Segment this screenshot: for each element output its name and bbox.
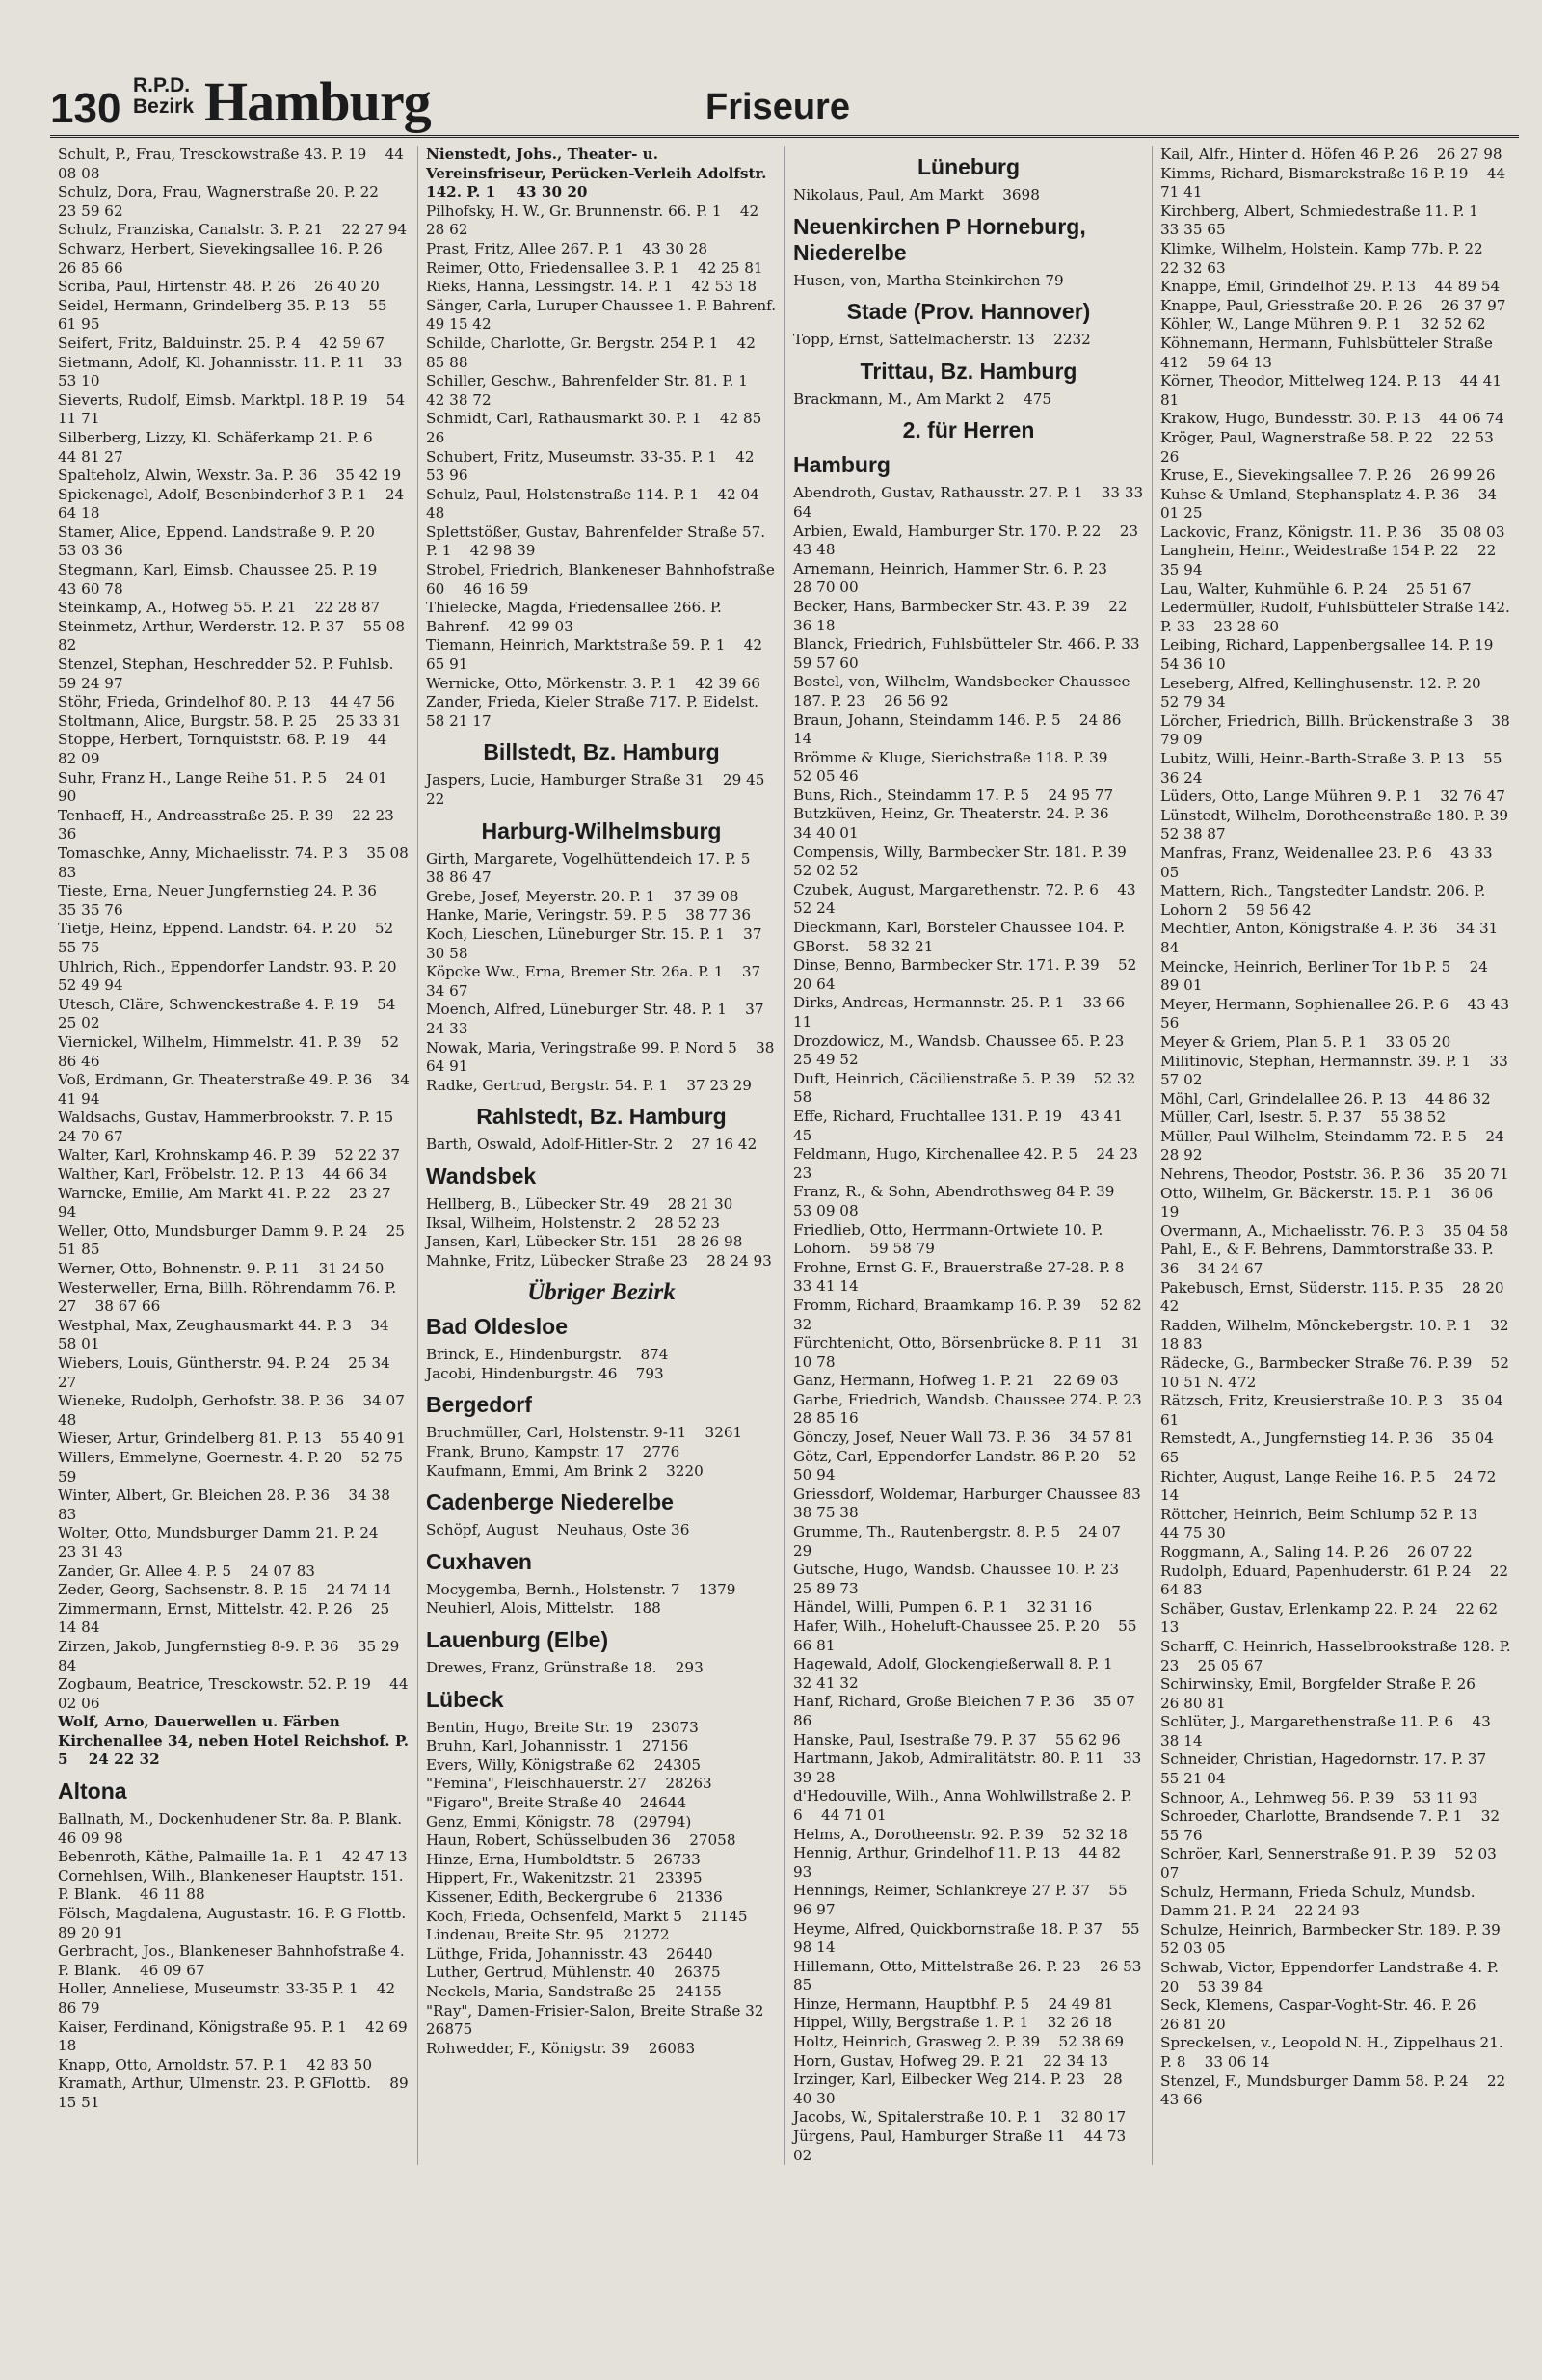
listing-entry: Holler, Anneliese, Museumstr. 33-35 P. 1 42 86 79 xyxy=(58,1980,400,2017)
listing-entry: Horn, Gustav, Hofweg 29. P. 21 22 34 13 xyxy=(793,2051,1108,2070)
listing-entry: Gerbracht, Jos., Blankeneser Bahnhofstraße 4. P. Blank. 46 09 67 xyxy=(58,1942,410,1979)
listing-entry: Meincke, Heinrich, Berliner Tor 1b P. 5 24 89 01 xyxy=(1160,957,1493,995)
listing-entry: Moench, Alfred, Lüneburger Str. 48. P. 1 37 24 33 xyxy=(426,1001,769,1037)
listing-entry: Dinse, Benno, Barmbecker Str. 171. P. 39 52 20 64 xyxy=(793,956,1142,993)
listing-entry: Schubert, Fritz, Museumstr. 33-35. P. 1 42 53 96 xyxy=(426,447,759,485)
place-heading: Cuxhaven xyxy=(426,1548,532,1574)
listing-entry: Utesch, Cläre, Schwenckestraße 4. P. 19 54 25 02 xyxy=(58,995,401,1032)
listing-entry: Schulz, Dora, Frau, Wagnerstraße 20. P. 22 23 59 62 xyxy=(58,183,398,220)
listing-entry: Splettstößer, Gustav, Bahrenfelder Straße 57. P. 1 42 98 39 xyxy=(426,522,770,560)
listing-entry: Girth, Margarete, Vogelhüttendeich 17. P. 5 38 86 47 xyxy=(426,849,769,887)
listing-entry: Jaspers, Lucie, Hamburger Straße 31 29 45 22 xyxy=(426,771,770,808)
listing-entry: Stegmann, Karl, Eimsb. Chaussee 25. P. 19 43 60 78 xyxy=(58,561,396,598)
listing-entry: Wolter, Otto, Mundsburger Damm 21. P. 24 23 31 43 xyxy=(58,1524,397,1561)
listing-column-2 xyxy=(417,146,795,2165)
listing-entry: Schilde, Charlotte, Gr. Bergstr. 254 P. 1 42 85 88 xyxy=(426,334,760,371)
listing-column-4 xyxy=(1152,146,1528,2165)
listing-entry: Schulz, Hermann, Frieda Schulz, Mundsb. Damm 21. P. 24 22 24 93 xyxy=(1160,1883,1480,1920)
listing-entry: Hinze, Hermann, Hauptbhf. P. 5 24 49 81 xyxy=(793,1994,1114,2013)
listing-columns xyxy=(50,146,1529,2165)
listing-entry: Cornehlsen, Wilh., Blankeneser Hauptstr. 151. P. Blank. 46 11 88 xyxy=(58,1866,409,1904)
listing-entry: Pakebusch, Ernst, Süderstr. 115. P. 35 28 20 42 xyxy=(1160,1278,1509,1316)
listing-entry: Radke, Gertrud, Bergstr. 54. P. 1 37 23 29 xyxy=(426,1076,752,1094)
listing-entry: Topp, Ernst, Sattelmacherstr. 13 2232 xyxy=(793,331,1091,349)
rpd-line-2: Bezirk xyxy=(133,95,195,118)
listing-entry: Bostel, von, Wilhelm, Wandsbecker Chaussee 187. P. 23 26 56 92 xyxy=(793,673,1135,709)
listing-entry: Tomaschke, Anny, Michaelisstr. 74. P. 3 35 08 83 xyxy=(58,843,413,881)
listing-entry: Feldmann, Hugo, Kirchenallee 42. P. 5 24 23 23 xyxy=(793,1145,1143,1182)
listing-entry: Meyer & Griem, Plan 5. P. 1 33 05 20 xyxy=(1160,1032,1451,1051)
listing-entry: Roggmann, A., Saling 14. P. 26 26 07 22 xyxy=(1160,1542,1473,1561)
place-heading: Trittau, Bz. Hamburg xyxy=(860,358,1077,384)
listing-entry: Uhlrich, Rich., Eppendorfer Landstr. 93. P. 20 52 49 94 xyxy=(58,957,415,995)
listing-entry: Radden, Wilhelm, Mönckebergstr. 10. P. 1 32 18 83 xyxy=(1160,1316,1514,1353)
listing-entry: Hanf, Richard, Große Bleichen 7 P. 36 35 07 86 xyxy=(793,1693,1140,1729)
listing-entry: Frank, Bruno, Kampstr. 17 2776 xyxy=(426,1443,680,1461)
listing-entry: Stenzel, F., Mundsburger Damm 58. P. 24 22 43 66 xyxy=(1160,2072,1511,2109)
listing-entry: Schulz, Paul, Holstenstraße 114. P. 1 42 04 48 xyxy=(426,485,764,522)
listing-entry: Jürgens, Paul, Hamburger Straße 11 44 73 02 xyxy=(793,2127,1130,2164)
place-heading: Übriger Bezirk xyxy=(527,1279,676,1306)
listing-entry: Pilhofsky, H. W., Gr. Brunnenstr. 66. P. 1 42 28 62 xyxy=(426,201,763,239)
listing-entry: Kirchberg, Albert, Schmiedestraße 11. P. 1 33 35 65 xyxy=(1160,201,1498,239)
listing-entry: Neckels, Maria, Sandstraße 25 24155 xyxy=(426,1982,722,2000)
listing-entry: Husen, von, Martha Steinkirchen 79 xyxy=(793,271,1064,289)
listing-entry: d'Hedouville, Wilh., Anna Wohlwillstraße 2. P. 6 44 71 01 xyxy=(793,1787,1137,1824)
listing-entry: Waldsachs, Gustav, Hammerbrookstr. 7. P. 15 24 70 67 xyxy=(58,1109,412,1145)
listing-entry: Schroeder, Charlotte, Brandsende 7. P. 1 32 55 76 xyxy=(1160,1807,1504,1844)
listing-entry: Rädecke, G., Barmbecker Straße 76. P. 39 52 10 51 N. 472 xyxy=(1160,1354,1514,1391)
listing-entry: Bruhn, Karl, Johannisstr. 1 27156 xyxy=(426,1737,689,1755)
place-heading: Bad Oldesloe xyxy=(426,1314,568,1340)
listing-entry: Willers, Emmelyne, Goernestr. 4. P. 20 52 75 59 xyxy=(58,1448,408,1485)
listing-entry: Garbe, Friedrich, Wandsb. Chaussee 274. P. 23 28 85 16 xyxy=(793,1390,1160,1428)
listing-entry: Bentin, Hugo, Breite Str. 19 23073 xyxy=(426,1718,699,1736)
listing-entry: Voß, Erdmann, Gr. Theaterstraße 49. P. 36 34 41 94 xyxy=(58,1071,414,1108)
listing-entry: Rohwedder, F., Königstr. 39 26083 xyxy=(426,2039,696,2057)
listing-entry: Winter, Albert, Gr. Bleichen 28. P. 36 34 38 83 xyxy=(58,1486,395,1523)
listing-entry: Walter, Karl, Krohnskamp 46. P. 39 52 22 37 xyxy=(58,1146,401,1164)
listing-entry: "Ray", Damen-Frisier-Salon, Breite Straße 32 26875 xyxy=(426,2001,783,2039)
listing-entry: Irzinger, Karl, Eilbecker Weg 214. P. 23 28 40 30 xyxy=(793,2071,1128,2107)
listing-entry: Thielecke, Magda, Friedensallee 266. P. Bahrenf. 42 99 03 xyxy=(426,599,727,635)
listing-entry: Holtz, Heinrich, Grasweg 2. P. 39 52 38 69 xyxy=(793,2033,1125,2051)
listing-entry: Dieckmann, Karl, Borsteler Chaussee 104. P. GBorst. 58 32 21 xyxy=(793,919,1130,955)
listing-entry: Lörcher, Friedrich, Billh. Brückenstraße 3 38 79 09 xyxy=(1160,711,1515,749)
listing-entry: Spreckelsen, v., Leopold N. H., Zippelhaus 21. P. 8 33 06 14 xyxy=(1160,2034,1508,2071)
listing-entry: Nowak, Maria, Veringstraße 99. P. Nord 5 38 64 91 xyxy=(426,1038,780,1076)
listing-entry: Arnemann, Heinrich, Hammer Str. 6. P. 23 28 70 00 xyxy=(793,559,1127,597)
listing-entry: Brömme & Kluge, Sierichstraße 118. P. 39 52 05 46 xyxy=(793,748,1127,786)
listing-entry: Butzküven, Heinz, Gr. Theaterstr. 24. P. 36 34 40 01 xyxy=(793,805,1128,842)
listing-entry: Militinovic, Stephan, Hermannstr. 39. P. 1 33 57 02 xyxy=(1160,1052,1513,1089)
listing-entry: Hellberg, B., Lübecker Str. 49 28 21 30 xyxy=(426,1194,733,1213)
listing-entry: Warncke, Emilie, Am Markt 41. P. 22 23 27 94 xyxy=(58,1184,396,1221)
listing-entry: Händel, Willi, Pumpen 6. P. 1 32 31 16 xyxy=(793,1598,1093,1617)
listing-entry: Braun, Johann, Steindamm 146. P. 5 24 86 14 xyxy=(793,710,1127,748)
listing-entry: Steinmetz, Arthur, Werderstr. 12. P. 37 55 08 82 xyxy=(58,617,410,655)
place-heading: Lübeck xyxy=(426,1686,504,1712)
listing-entry: Pahl, E., & F. Behrens, Dammtorstraße 33. P. 36 34 24 67 xyxy=(1160,1241,1499,1278)
listing-entry: Sänger, Carla, Luruper Chaussee 1. P. Bahrenf. 49 15 42 xyxy=(426,296,795,334)
listing-entry: Tietje, Heinz, Eppend. Landstr. 64. P. 20 52 55 75 xyxy=(58,920,398,956)
listing-entry: Viernickel, Wilhelm, Himmelstr. 41. P. 39 52 86 46 xyxy=(58,1032,404,1070)
listing-entry: Schulz, Franziska, Canalstr. 3. P. 21 22 27 94 xyxy=(58,221,408,239)
listing-entry: Tenhaeff, H., Andreasstraße 25. P. 39 22 23 36 xyxy=(58,806,399,843)
listing-entry: Müller, Carl, Isestr. 5. P. 37 55 38 52 xyxy=(1160,1109,1447,1127)
listing-entry: Ballnath, M., Dockenhudener Str. 8a. P. Blank. 46 09 98 xyxy=(58,1810,421,1847)
listing-entry: Köhler, W., Lange Mühren 9. P. 1 32 52 62 xyxy=(1160,315,1486,334)
listing-entry: Mocygemba, Bernh., Holstenstr. 7 1379 xyxy=(426,1580,736,1598)
listing-entry: Sieverts, Rudolf, Eimsb. Marktpl. 18 P. 19 54 11 71 xyxy=(58,390,410,428)
listing-entry: Kail, Alfr., Hinter d. Höfen 46 P. 26 26 27 98 xyxy=(1160,146,1502,163)
listing-entry: Stenzel, Stephan, Heschredder 52. P. Fuhlsb. 59 24 97 xyxy=(58,655,412,692)
listing-entry: Haun, Robert, Schüsselbuden 36 27058 xyxy=(426,1832,736,1850)
listing-entry: Seidel, Hermann, Grindelberg 35. P. 13 55 61 95 xyxy=(58,296,392,334)
place-heading: Wandsbek xyxy=(426,1163,537,1189)
place-heading: Hamburg xyxy=(793,452,891,478)
listing-entry: Schneider, Christian, Hagedornstr. 17. P. 37 55 21 04 xyxy=(1160,1751,1505,1788)
listing-entry: Schwarz, Herbert, Sievekingsallee 16. P. 26 26 85 66 xyxy=(58,239,402,277)
listing-entry: Griessdorf, Woldemar, Harburger Chaussee 83 38 75 38 xyxy=(793,1484,1160,1522)
listing-entry: Seck, Klemens, Caspar-Voght-Str. 46. P. 26 26 81 20 xyxy=(1160,1996,1495,2033)
listing-entry: Hagewald, Adolf, Glockengießerwall 8. P. 1 32 41 32 xyxy=(793,1655,1131,1692)
listing-entry: Knappe, Paul, Griesstraße 20. P. 26 26 37 97 xyxy=(1160,296,1506,314)
listing-entry: Jansen, Karl, Lübecker Str. 151 28 26 98 xyxy=(426,1233,743,1251)
listing-entry: Hennig, Arthur, Grindelhof 11. P. 13 44 82 93 xyxy=(793,1844,1126,1881)
listing-entry: Kuhse & Umland, Stephansplatz 4. P. 36 34 01 25 xyxy=(1160,485,1502,522)
listing-entry: Lau, Walter, Kuhmühle 6. P. 24 25 51 67 xyxy=(1160,579,1472,598)
listing-entry: Stöhr, Frieda, Grindelhof 80. P. 13 44 47 56 xyxy=(58,693,395,711)
listing-entry: Westerweller, Erna, Billh. Röhrendamm 76. P. 27 38 67 66 xyxy=(58,1278,402,1316)
listing-entry: Kaiser, Ferdinand, Königstraße 95. P. 1 42 69 18 xyxy=(58,2018,412,2055)
listing-entry: "Femina", Fleischhauerstr. 27 28263 xyxy=(426,1775,712,1793)
listing-entry: Stoppe, Herbert, Tornquiststr. 68. P. 19 44 82 09 xyxy=(58,731,392,767)
listing-entry: "Figaro", Breite Straße 40 24644 xyxy=(426,1794,687,1811)
listing-entry: Schulze, Heinrich, Barmbecker Str. 189. P. 39 52 03 05 xyxy=(1160,1920,1520,1958)
listing-entry: Mahnke, Fritz, Lübecker Straße 23 28 24 93 xyxy=(426,1251,772,1270)
listing-entry: Richter, August, Lange Reihe 16. P. 5 24 72 14 xyxy=(1160,1467,1502,1505)
listing-entry: Koch, Lieschen, Lüneburger Str. 15. P. 1 37 30 58 xyxy=(426,924,767,962)
listing-entry: Frohne, Ernst G. F., Brauerstraße 27-28. P. 8 33 41 14 xyxy=(793,1258,1143,1296)
listing-entry: Abendroth, Gustav, Rathausstr. 27. P. 1 33 33 64 xyxy=(793,484,1148,521)
listing-column-3 xyxy=(784,146,1160,2165)
listing-entry: Heyme, Alfred, Quickbornstraße 18. P. 37 55 98 14 xyxy=(793,1919,1145,1957)
listing-entry: Steinkamp, A., Hofweg 55. P. 21 22 28 87 xyxy=(58,599,381,617)
listing-entry: Walther, Karl, Fröbelstr. 12. P. 13 44 66 34 xyxy=(58,1165,388,1184)
listing-entry: Drewes, Franz, Grünstraße 18. 293 xyxy=(426,1659,704,1677)
listing-entry: Jacobs, W., Spitalerstraße 10. P. 1 32 80 17 xyxy=(793,2108,1127,2126)
listing-entry: Genz, Emmi, Königstr. 78 (29794) xyxy=(426,1812,692,1831)
listing-entry: Otto, Wilhelm, Gr. Bäckerstr. 15. P. 1 36 06 19 xyxy=(1160,1184,1498,1221)
listing-entry: Koch, Frieda, Ochsenfeld, Markt 5 21145 xyxy=(426,1907,748,1925)
listing-entry: Sietmann, Adolf, Kl. Johannisstr. 11. P. 11 33 53 10 xyxy=(58,353,408,390)
listing-entry: Prast, Fritz, Allee 267. P. 1 43 30 28 xyxy=(426,239,708,257)
listing-entry: Nikolaus, Paul, Am Markt 3698 xyxy=(793,186,1040,203)
listing-entry: Arbien, Ewald, Hamburger Str. 170. P. 22 23 43 48 xyxy=(793,521,1143,559)
listing-entry: Barth, Oswald, Adolf-Hitler-Str. 2 27 16 42 xyxy=(426,1136,758,1154)
listing-entry: Grebe, Josef, Meyerstr. 20. P. 1 37 39 08 xyxy=(426,887,739,905)
listing-entry: Seifert, Fritz, Balduinstr. 25. P. 4 42 59 67 xyxy=(58,334,386,352)
listing-entry: Tieste, Erna, Neuer Jungfernstieg 24. P. 36 35 35 76 xyxy=(58,882,396,919)
listing-entry: Scharff, C. Heinrich, Hasselbrookstraße 128. P. 23 25 05 67 xyxy=(1160,1637,1516,1674)
listing-entry: Gutsche, Hugo, Wandsb. Chaussee 10. P. 23 25 89 73 xyxy=(793,1561,1138,1597)
listing-entry: Fölsch, Magdalena, Augustastr. 16. P. G Flottb. 89 20 91 xyxy=(58,1905,425,1941)
listing-entry: Spickenagel, Adolf, Besenbinderhof 3 P. 1 24 64 18 xyxy=(58,485,409,522)
listing-entry: Schäber, Gustav, Erlenkamp 22. P. 24 22 62 13 xyxy=(1160,1599,1502,1637)
listing-entry: Zander, Gr. Allee 4. P. 5 24 07 83 xyxy=(58,1562,315,1580)
listing-entry: Krakow, Hugo, Bundesstr. 30. P. 13 44 06 74 xyxy=(1160,410,1504,428)
listing-entry: Schmidt, Carl, Rathausmarkt 30. P. 1 42 85 26 xyxy=(426,410,767,446)
listing-entry: Reimer, Otto, Friedensallee 3. P. 1 42 25 81 xyxy=(426,258,763,277)
listing-entry: Hanke, Marie, Veringstr. 59. P. 5 38 77 36 xyxy=(426,906,751,924)
listing-entry: Ledermüller, Rudolf, Fuhlsbütteler Straße 142. P. 33 23 28 60 xyxy=(1160,599,1515,635)
listing-entry: Kissener, Edith, Beckergrube 6 21336 xyxy=(426,1887,723,1906)
listing-entry: Compensis, Willy, Barmbecker Str. 181. P. 39 52 02 52 xyxy=(793,842,1146,880)
listing-entry: Leibing, Richard, Lappenbergsallee 14. P. 19 54 36 10 xyxy=(1160,636,1512,674)
listing-entry: Kimms, Richard, Bismarckstraße 16 P. 19 44 71 41 xyxy=(1160,164,1510,201)
listing-entry: Hartmann, Jakob, Admiralitätstr. 80. P. 11 33 39 28 xyxy=(793,1750,1147,1786)
listing-entry: Grumme, Th., Rautenbergstr. 8. P. 5 24 07 29 xyxy=(793,1523,1126,1560)
place-heading: 2. für Herren xyxy=(902,417,1035,443)
listing-entry: Buns, Rich., Steindamm 17. P. 5 24 95 77 xyxy=(793,786,1114,804)
listing-entry: Mattern, Rich., Tangstedter Landstr. 206. P. Lohorn 2 59 56 42 xyxy=(1160,882,1491,919)
listing-entry: Werner, Otto, Bohnenstr. 9. P. 11 31 24 50 xyxy=(58,1260,385,1278)
listing-entry: Hippel, Willy, Bergstraße 1. P. 1 32 26 18 xyxy=(793,2014,1113,2032)
listing-entry: Wieneke, Rudolph, Gerhofstr. 38. P. 36 34 07 48 xyxy=(58,1392,410,1429)
listing-entry: Langhein, Heinr., Weidestraße 154 P. 22 22 35 94 xyxy=(1160,542,1502,579)
listing-entry: Wiebers, Louis, Güntherstr. 94. P. 24 25 34 27 xyxy=(58,1354,395,1391)
listing-entry: Lackovic, Franz, Königstr. 11. P. 36 35 08 03 xyxy=(1160,522,1505,541)
listing-entry: Evers, Willy, Königstraße 62 24305 xyxy=(426,1755,702,1774)
listing-entry: Hinze, Erna, Humboldtstr. 5 26733 xyxy=(426,1850,701,1868)
listing-entry: Friedlieb, Otto, Herrmann-Ortwiete 10. P. Lohorn. 59 58 79 xyxy=(793,1220,1108,1258)
listing-entry: Möhl, Carl, Grindelallee 26. P. 13 44 86 32 xyxy=(1160,1089,1491,1108)
listing-entry: Götz, Carl, Eppendorfer Landstr. 86 P. 20 52 50 94 xyxy=(793,1447,1142,1484)
listing-entry: Dirks, Andreas, Hermannstr. 25. P. 1 33 66 11 xyxy=(793,994,1130,1030)
listing-entry: Fromm, Richard, Braamkamp 16. P. 39 52 82 32 xyxy=(793,1296,1147,1333)
place-heading: Lüneburg xyxy=(917,154,1021,179)
listing-entry: Brinck, E., Hindenburgstr. 874 xyxy=(426,1346,669,1364)
listing-entry: Leseberg, Alfred, Kellinghusenstr. 12. P. 20 52 79 34 xyxy=(1160,674,1500,711)
listing-entry: Strobel, Friedrich, Blankeneser Bahnhofstraße 60 46 16 59 xyxy=(426,561,780,598)
place-heading: Harburg-Wilhelmsburg xyxy=(481,817,722,843)
listing-entry: Knapp, Otto, Arnoldstr. 57. P. 1 42 83 50 xyxy=(58,2055,372,2073)
listing-entry: Lüders, Otto, Lange Mühren 9. P. 1 32 76 47 xyxy=(1160,788,1505,806)
listing-entry: Becker, Hans, Barmbecker Str. 43. P. 39 22 36 18 xyxy=(793,597,1132,634)
place-heading: Lauenburg (Elbe) xyxy=(426,1627,609,1653)
listing-entry: Hippert, Fr., Wakenitzstr. 21 23395 xyxy=(426,1869,703,1887)
listing-entry: Franz, R., & Sohn, Abendrothsweg 84 P. 39 53 09 08 xyxy=(793,1183,1133,1219)
place-heading: Billstedt, Bz. Hamburg xyxy=(483,739,720,765)
listing-entry: Rieks, Hanna, Lessingstr. 14. P. 1 42 53 18 xyxy=(426,278,758,296)
listing-entry: Stoltmann, Alice, Burgstr. 58. P. 25 25 33 31 xyxy=(58,711,402,730)
listing-entry: Lünstedt, Wilhelm, Dorotheenstraße 180. P. 39 52 38 87 xyxy=(1160,806,1528,843)
listing-entry: Wernicke, Otto, Mörkenstr. 3. P. 1 42 39 66 xyxy=(426,674,760,692)
page-number: 130 xyxy=(50,85,121,132)
listing-entry: Remstedt, A., Jungfernstieg 14. P. 36 35 04 65 xyxy=(1160,1430,1499,1466)
listing-entry: Kaufmann, Emmi, Am Brink 2 3220 xyxy=(426,1461,704,1480)
listing-entry: Helms, A., Dorotheenstr. 92. P. 39 52 32 18 xyxy=(793,1825,1128,1843)
listing-entry: Knappe, Emil, Grindelhof 29. P. 13 44 89 54 xyxy=(1160,278,1501,296)
listing-entry: Schirwinsky, Emil, Borgfelder Straße P. 26 26 80 81 xyxy=(1160,1675,1495,1712)
listing-entry: Weller, Otto, Mundsburger Damm 9. P. 24 25 51 85 xyxy=(58,1221,410,1259)
listing-entry: Neuhierl, Alois, Mittelstr. 188 xyxy=(426,1599,661,1618)
listing-entry: Schröer, Karl, Sennerstraße 91. P. 39 52 03 07 xyxy=(1160,1845,1502,1883)
listing-entry: Müller, Paul Wilhelm, Steindamm 72. P. 5 24 28 92 xyxy=(1160,1127,1509,1164)
listing-entry: Silberberg, Lizzy, Kl. Schäferkamp 21. P. 6 44 81 27 xyxy=(58,428,392,466)
listing-entry: Röttcher, Heinrich, Beim Schlump 52 P. 13 44 75 30 xyxy=(1160,1505,1497,1542)
listing-entry: Köpcke Ww., Erna, Bremer Str. 26a. P. 1 37 34 67 xyxy=(426,963,766,1000)
listing-entry: Spalteholz, Alwin, Wexstr. 3a. P. 36 35 42 19 xyxy=(58,467,402,485)
listing-entry: Schlüter, J., Margarethenstraße 11. P. 6 43 38 14 xyxy=(1160,1713,1496,1750)
listing-entry: Lüthge, Frida, Johannisstr. 43 26440 xyxy=(426,1944,713,1963)
place-heading: Rahlstedt, Bz. Hamburg xyxy=(476,1104,727,1130)
place-heading: Neuenkirchen P Horneburg, Niederelbe xyxy=(793,213,1086,265)
listing-entry: Fürchtenicht, Otto, Börsenbrücke 8. P. 11 31 10 78 xyxy=(793,1334,1145,1371)
place-heading: Cadenberge Niederelbe xyxy=(426,1489,674,1515)
listing-entry: Schwab, Victor, Eppendorfer Landstraße 4. P. 20 53 39 84 xyxy=(1160,1959,1503,1995)
listing-entry: Kruse, E., Sievekingsallee 7. P. 26 26 99 26 xyxy=(1160,467,1496,485)
listing-entry: Zimmermann, Ernst, Mittelstr. 42. P. 26 25 14 84 xyxy=(58,1599,394,1637)
listing-entry: Mechtler, Anton, Königstraße 4. P. 36 34 31 84 xyxy=(1160,920,1503,956)
listing-entry: Wolf, Arno, Dauerwellen u. Färben Kirchenallee 34, neben Hotel Reichshof. P. 5 24 22 32 xyxy=(58,1713,414,1769)
listing-entry: Drozdowicz, M., Wandsb. Chaussee 65. P. 23 25 49 52 xyxy=(793,1031,1143,1069)
listing-entry: Bruchmüller, Carl, Holstenstr. 9-11 3261 xyxy=(426,1424,743,1442)
listing-entry: Lindenau, Breite Str. 95 21272 xyxy=(426,1926,670,1944)
listing-entry: Duft, Heinrich, Cäcilienstraße 5. P. 39 52 32 58 xyxy=(793,1069,1141,1107)
listing-entry: Schöpf, August Neuhaus, Oste 36 xyxy=(426,1521,690,1539)
listing-entry: Wieser, Artur, Grindelberg 81. P. 13 55 40 91 xyxy=(58,1430,406,1448)
listing-entry: Zander, Frieda, Kieler Straße 717. P. Eidelst. 58 21 17 xyxy=(426,693,778,730)
listing-entry: Luther, Gertrud, Mühlenstr. 40 26375 xyxy=(426,1964,721,1982)
listing-entry: Scriba, Paul, Hirtenstr. 48. P. 26 26 40 20 xyxy=(58,278,380,296)
section-title: Friseure xyxy=(705,87,850,127)
listing-entry: Nehrens, Theodor, Poststr. 36. P. 36 35 20 71 xyxy=(1160,1165,1509,1184)
listing-entry: Blanck, Friedrich, Fuhlsbütteler Str. 466. P. 33 59 57 60 xyxy=(793,635,1158,672)
page-header xyxy=(50,60,1519,138)
listing-entry: Nienstedt, Johs., Theater- u. Vereinsfriseur, Perücken-Verleih Adolfstr. 142. P. 1 43 30 20 xyxy=(426,146,772,201)
rpd-line-1: R.P.D. xyxy=(133,74,191,96)
listing-entry: Czubek, August, Margarethenstr. 72. P. 6 43 52 24 xyxy=(793,880,1141,918)
place-heading: Stade (Prov. Hannover) xyxy=(846,299,1091,325)
listing-entry: Lubitz, Willi, Heinr.-Barth-Straße 3. P. 13 55 36 24 xyxy=(1160,750,1507,787)
listing-entry: Overmann, A., Michaelisstr. 76. P. 3 35 04 58 xyxy=(1160,1221,1509,1240)
listing-entry: Schult, P., Frau, Tresckowstraße 43. P. 19 44 08 08 xyxy=(58,146,409,182)
listing-entry: Ganz, Hermann, Hofweg 1. P. 21 22 69 03 xyxy=(793,1372,1119,1390)
listing-entry: Suhr, Franz H., Lange Reihe 51. P. 5 24 01 90 xyxy=(58,768,392,806)
listing-entry: Effe, Richard, Fruchtallee 131. P. 19 43 41 45 xyxy=(793,1107,1128,1144)
listing-entry: Brackmann, M., Am Markt 2 475 xyxy=(793,389,1052,408)
listing-entry: Hennings, Reimer, Schlankreye 27 P. 37 55 96 97 xyxy=(793,1882,1132,1918)
listing-entry: Tiemann, Heinrich, Marktstraße 59. P. 1 42 65 91 xyxy=(426,636,767,674)
listing-entry: Iksal, Wilheim, Holstenstr. 2 28 52 23 xyxy=(426,1214,720,1232)
rpd-label xyxy=(133,75,194,118)
city-title: Hamburg xyxy=(204,70,431,133)
listing-entry: Kröger, Paul, Wagnerstraße 58. P. 22 22 53 26 xyxy=(1160,428,1499,466)
listing-entry: Gönczy, Josef, Neuer Wall 73. P. 36 34 57 81 xyxy=(793,1429,1134,1447)
listing-column-1 xyxy=(50,146,425,2165)
listing-entry: Hanske, Paul, Isestraße 79. P. 37 55 62 96 xyxy=(793,1730,1121,1749)
listing-entry: Zogbaum, Beatrice, Tresckowstr. 52. P. 19 44 02 06 xyxy=(58,1675,413,1712)
listing-entry: Zeder, Georg, Sachsenstr. 8. P. 15 24 74 14 xyxy=(58,1581,392,1599)
listing-entry: Westphal, Max, Zeughausmarkt 44. P. 3 34 58 01 xyxy=(58,1316,394,1353)
listing-entry: Jacobi, Hindenburgstr. 46 793 xyxy=(426,1364,664,1382)
listing-entry: Manfras, Franz, Weidenallee 23. P. 6 43 33 05 xyxy=(1160,843,1498,881)
listing-entry: Rudolph, Eduard, Papenhuderstr. 61 P. 24 22 64 83 xyxy=(1160,1562,1513,1599)
listing-entry: Hillemann, Otto, Mittelstraße 26. P. 23 26 53 85 xyxy=(793,1957,1147,1994)
listing-entry: Schiller, Geschw., Bahrenfelder Str. 81. P. 1 42 38 72 xyxy=(426,372,767,409)
listing-entry: Meyer, Hermann, Sophienallee 26. P. 6 43 43 56 xyxy=(1160,995,1514,1032)
listing-entry: Rätzsch, Fritz, Kreusierstraße 10. P. 3 35 04 61 xyxy=(1160,1392,1508,1429)
listing-entry: Körner, Theodor, Mittelweg 124. P. 13 44 41 81 xyxy=(1160,372,1506,409)
listing-entry: Klimke, Wilhelm, Holstein. Kamp 77b. P. 22 22 32 63 xyxy=(1160,239,1502,277)
listing-entry: Stamer, Alice, Eppend. Landstraße 9. P. 20 53 03 36 xyxy=(58,522,394,560)
place-heading: Bergedorf xyxy=(426,1392,532,1418)
listing-entry: Köhnemann, Hermann, Fuhlsbütteler Straße 412 59 64 13 xyxy=(1160,334,1498,371)
listing-entry: Zirzen, Jakob, Jungfernstieg 8-9. P. 36 35 29 84 xyxy=(58,1637,405,1674)
listing-entry: Hafer, Wilh., Hoheluft-Chaussee 25. P. 20 55 66 81 xyxy=(793,1618,1142,1654)
listing-entry: Schnoor, A., Lehmweg 56. P. 39 53 11 93 xyxy=(1160,1788,1478,1806)
listing-entry: Kramath, Arthur, Ulmenstr. 23. P. GFlottb. 89 15 51 xyxy=(58,2074,413,2111)
place-heading: Altona xyxy=(58,1778,127,1805)
listing-entry: Bebenroth, Käthe, Palmaille 1a. P. 1 42 47 13 xyxy=(58,1848,408,1866)
